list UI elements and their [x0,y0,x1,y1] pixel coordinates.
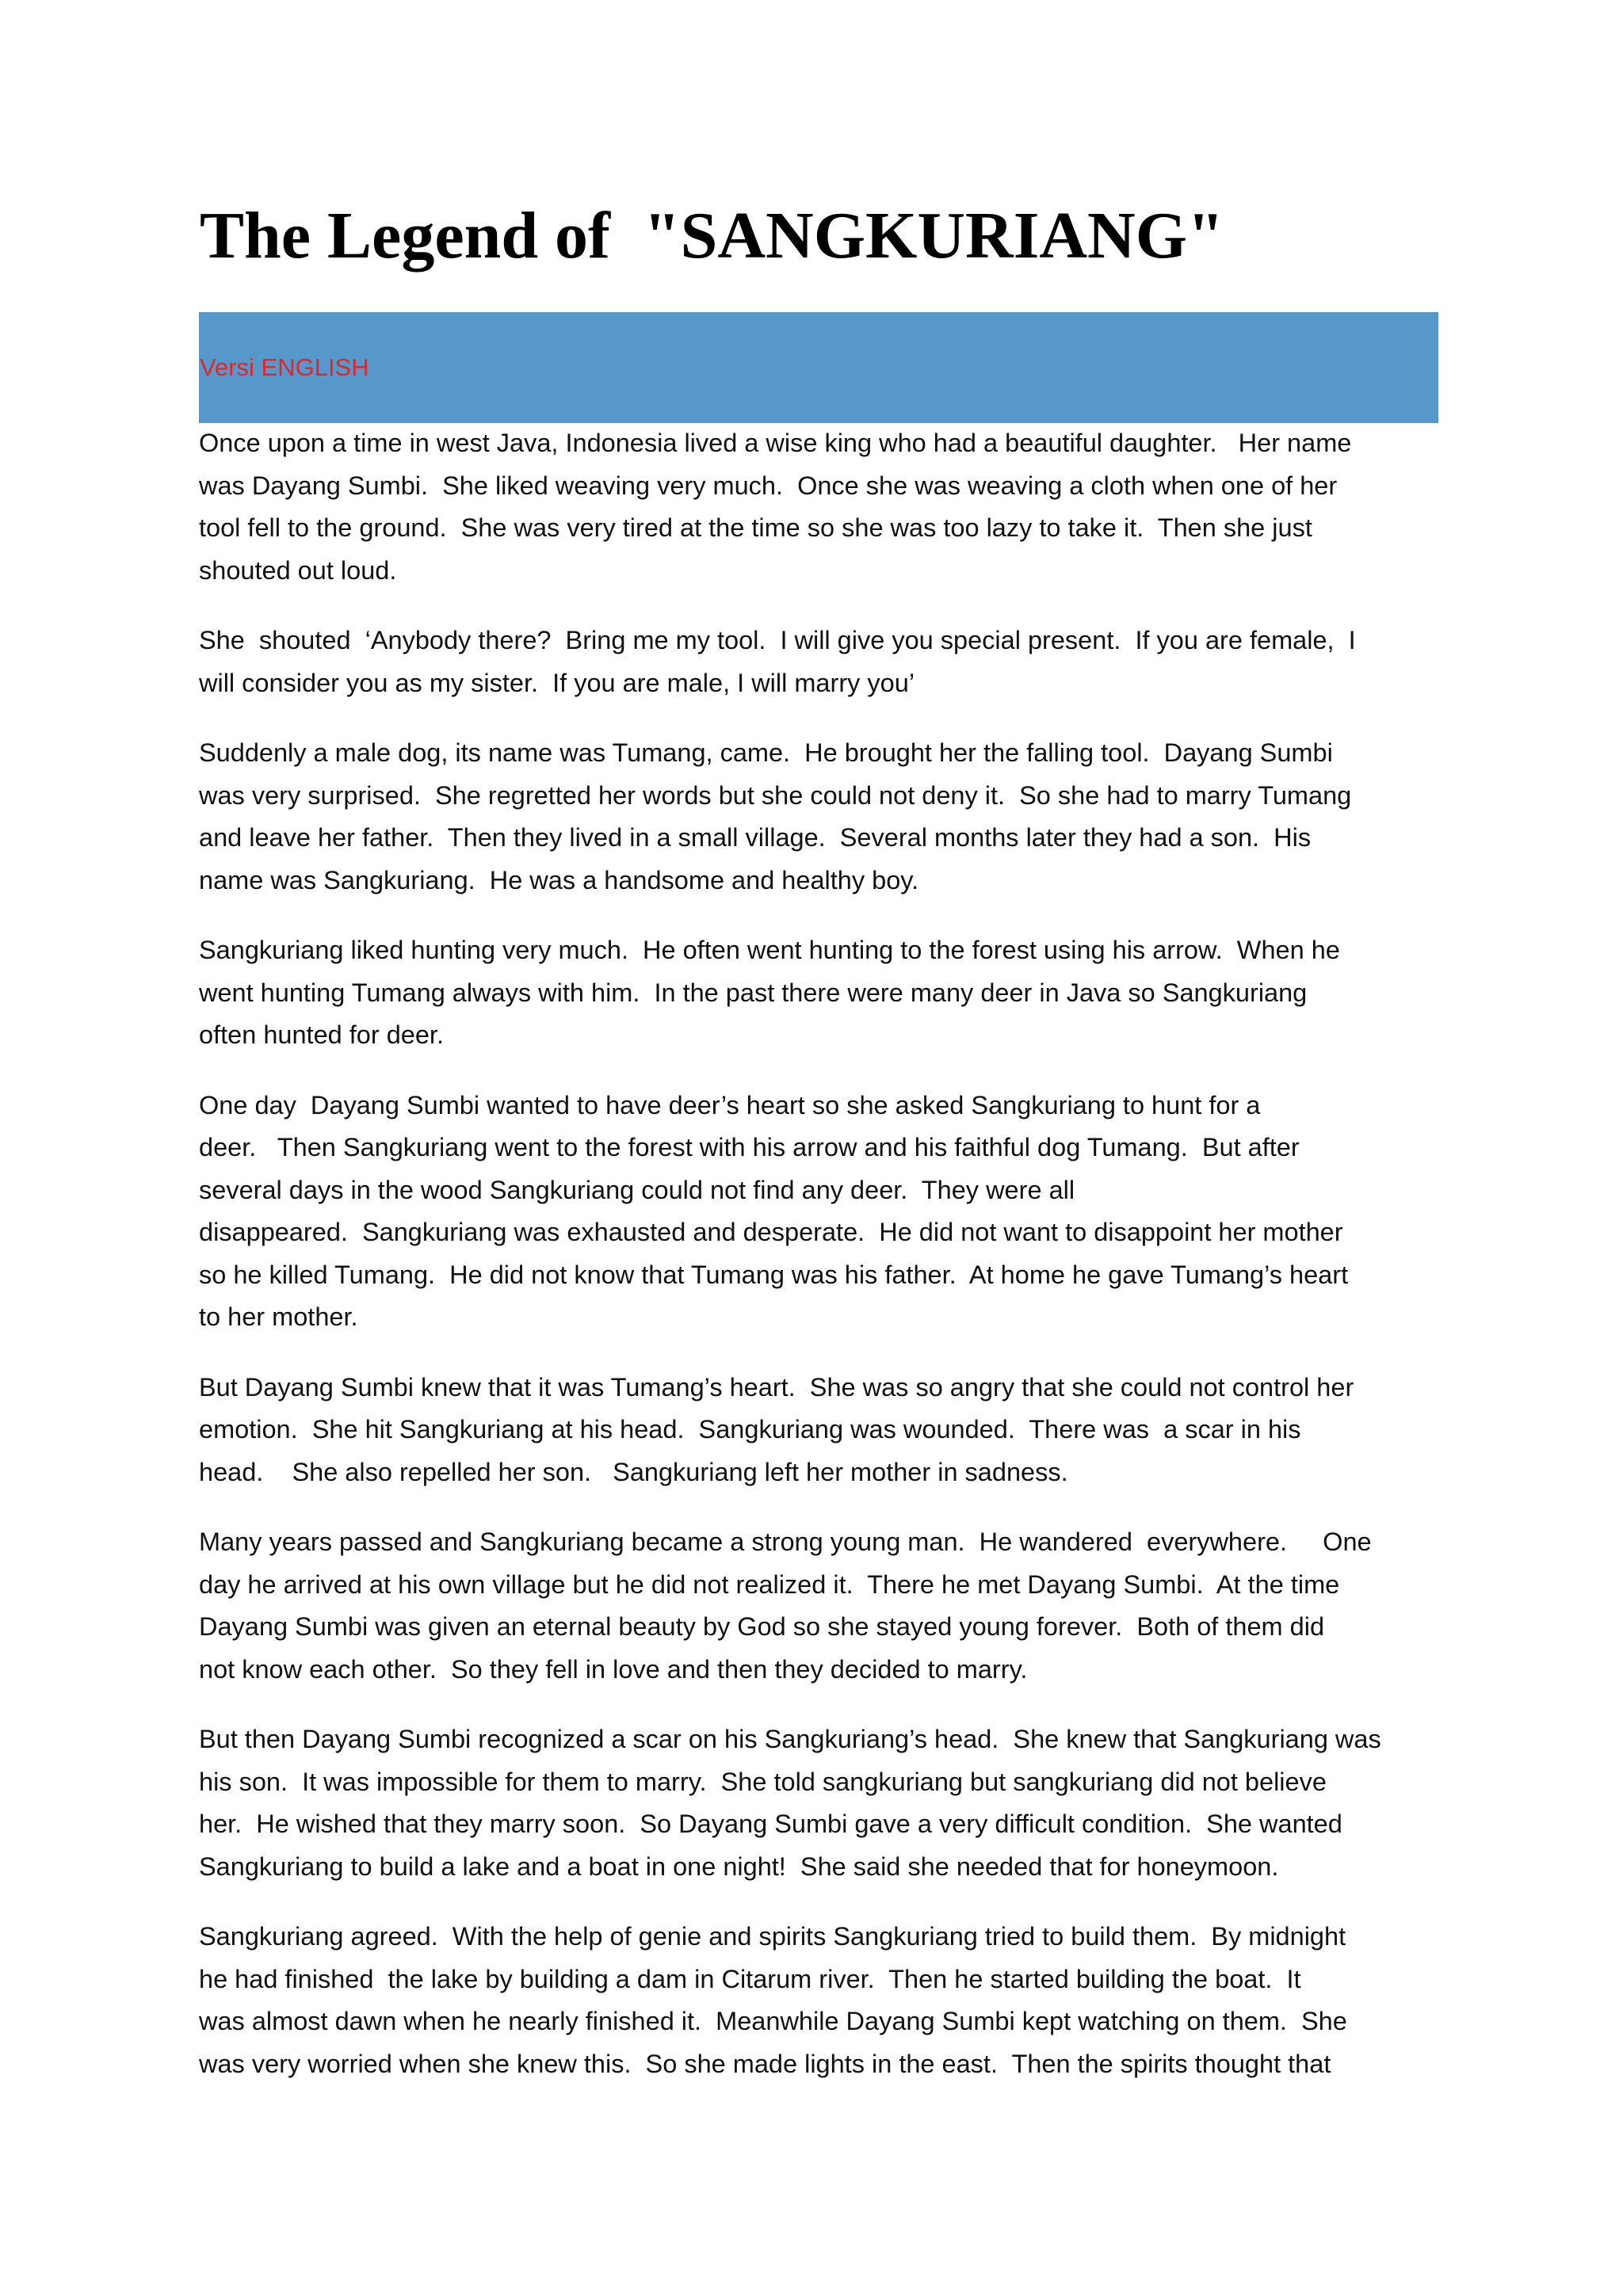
text-line: was very worried when she knew this. So she made lights in the east. Then the spirits thought that [199,2049,1331,2078]
story-body [199,422,1451,2113]
text-line: But Dayang Sumbi knew that it was Tumang’s heart. She was so angry that she could not control her [199,1372,1354,1402]
section-label: Versi ENGLISH [200,353,369,381]
text-line: Sangkuriang to build a lake and a boat in one night! She said she needed that for honeymoon. [199,1852,1279,1881]
text-line: was very surprised. She regretted her words but she could not deny it. So she had to marry Tumang [199,780,1352,810]
text-line: to her mother. [199,1302,358,1331]
text-line: he had finished the lake by building a dam in Citarum river. Then he started building the boat. It [199,1964,1301,1993]
text-line: Sangkuriang liked hunting very much. He often went hunting to the forest using his arrow. When he [199,936,1340,964]
paragraph [199,732,1451,902]
text-line: But then Dayang Sumbi recognized a scar on his Sangkuriang’s head. She knew that Sangkuriang was [199,1725,1381,1753]
text-line: She shouted ‘Anybody there? Bring me my tool. I will give you special present. If you are female, I [199,626,1356,654]
text-line: not know each other. So they fell in love and then they decided to marry. [199,1654,1028,1684]
text-line: head. She also repelled her son. Sangkuriang left her mother in sadness. [199,1457,1068,1486]
text-line: so he killed Tumang. He did not know that Tumang was his father. At home he gave Tumang’s heart [199,1260,1349,1289]
text-line: went hunting Tumang always with him. In the past there were many deer in Java so Sangkuriang [199,978,1308,1007]
text-line: shouted out loud. [199,555,397,585]
paragraph [199,620,1451,704]
paragraph [199,1521,1451,1691]
text-line: his son. It was impossible for them to marry. She told sangkuriang but sangkuriang did not believe [199,1767,1327,1796]
text-line: disappeared. Sangkuriang was exhausted and desperate. He did not want to disappoint her mother [199,1218,1343,1246]
paragraph [199,1367,1451,1494]
paragraph [199,1718,1451,1888]
text-line: Dayang Sumbi was given an eternal beauty by God so she stayed young forever. Both of them did [199,1612,1325,1641]
text-line: deer. Then Sangkuriang went to the forest with his arrow and his faithful dog Tumang. But after [199,1133,1300,1161]
paragraph [199,929,1451,1057]
text-line: was Dayang Sumbi. She liked weaving very much. Once she was weaving a cloth when one of her [199,471,1338,500]
text-line: tool fell to the ground. She was very tired at the time so she was too lazy to take it. Then she just [199,513,1312,542]
text-line: will consider you as my sister. If you are male, I will marry you’ [199,668,915,697]
text-line: Many years passed and Sangkuriang became a strong young man. He wandered everywhere. One [199,1527,1372,1556]
text-line: often hunted for deer. [199,1020,444,1049]
text-line: One day Dayang Sumbi wanted to have deer’s heart so she asked Sangkuriang to hunt for a [199,1090,1261,1119]
section-banner [199,312,1438,423]
text-line: emotion. She hit Sangkuriang at his head. Sangkuriang was wounded. There was a scar in his [199,1415,1301,1444]
text-line: Once upon a time in west Java, Indonesia lived a wise king who had a beautiful daughter. Her name [199,429,1352,457]
text-line: Suddenly a male dog, its name was Tumang, came. He brought her the falling tool. Dayang Sumbi [199,738,1333,767]
document-title: The Legend of "SANGKURIANG" [200,199,1224,273]
text-line: her. He wished that they marry soon. So Dayang Sumbi gave a very difficult condition. She wanted [199,1810,1342,1838]
text-line: day he arrived at his own village but he did not realized it. There he met Dayang Sumbi. At the time [199,1569,1340,1599]
text-line: was almost dawn when he nearly finished it. Meanwhile Dayang Sumbi kept watching on them. She [199,2007,1347,2035]
paragraph [199,422,1451,592]
text-line: and leave her father. Then they lived in a small village. Several months later they had a son. His [199,823,1312,852]
text-line: several days in the wood Sangkuriang could not find any deer. They were all [199,1175,1075,1204]
paragraph [199,1085,1451,1339]
paragraph [199,1916,1451,2085]
text-line: Sangkuriang agreed. With the help of genie and spirits Sangkuriang tried to build them. By midnight [199,1922,1346,1951]
text-line: name was Sangkuriang. He was a handsome and healthy boy. [199,865,919,894]
